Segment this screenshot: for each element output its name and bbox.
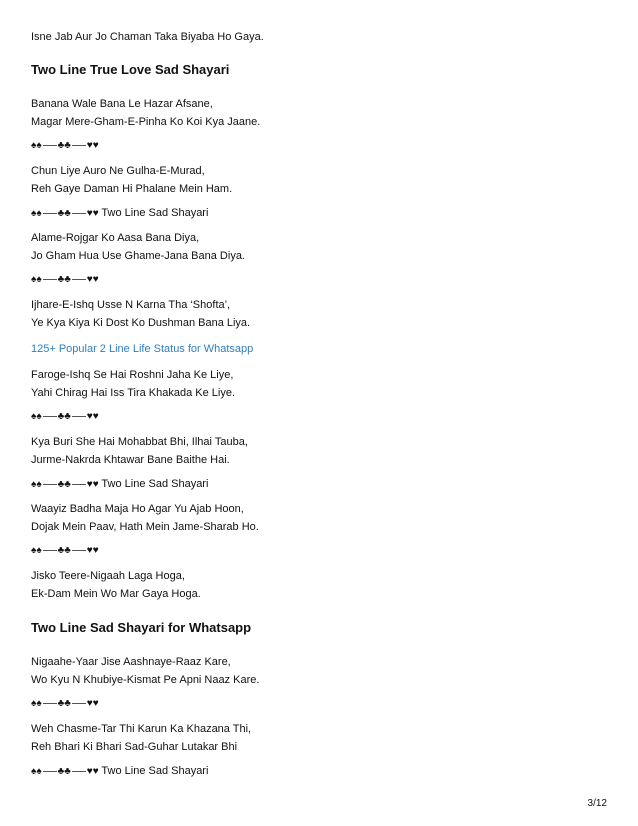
separator-dash: [72, 484, 86, 485]
couplet: [31, 433, 591, 469]
intro-line-text: Isne Jab Aur Jo Chaman Taka Biyaba Ho Gaya.: [31, 31, 264, 43]
spades-icon: ♠♠: [31, 274, 42, 285]
couplet-line: Kya Buri She Hai Mohabbat Bhi, Ilhai Tauba,: [31, 436, 248, 448]
hearts-icon: ♥♥: [86, 208, 99, 219]
separator-dash: [43, 213, 57, 214]
couplet-line: Reh Gaye Daman Hi Phalane Mein Ham.: [31, 183, 233, 195]
couplet: [31, 366, 591, 402]
separator-dash: [43, 416, 57, 417]
separator-label: Two Line Sad Shayari: [101, 207, 209, 219]
page-number: 3/12: [587, 798, 607, 809]
couplet-line: Ye Kya Kiya Ki Dost Ko Dushman Bana Liya.: [31, 317, 251, 329]
separator-label: Two Line Sad Shayari: [101, 765, 209, 777]
separator-dash: [43, 703, 57, 704]
suit-separator: [31, 763, 208, 780]
separator-dash: [72, 416, 86, 417]
related-link-row: [31, 340, 591, 358]
suit-separator: [31, 138, 99, 154]
hearts-icon: ♥♥: [86, 140, 99, 151]
couplet-line: Wo Kyu N Khubiye-Kismat Pe Apni Naaz Kare.: [31, 674, 260, 686]
couplet: [31, 162, 591, 198]
suit-separator: [31, 409, 99, 425]
spades-icon: ♠♠: [31, 411, 42, 422]
couplet: [31, 653, 591, 689]
separator-dash: [72, 213, 86, 214]
clubs-icon: ♣♣: [57, 208, 71, 219]
separator-dash: [72, 703, 86, 704]
hearts-icon: ♥♥: [86, 698, 99, 709]
couplet-line: Yahi Chirag Hai Iss Tira Khakada Ke Liye.: [31, 387, 236, 399]
separator-label: Two Line Sad Shayari: [101, 478, 209, 490]
couplet: [31, 720, 591, 756]
separator-dash: [43, 771, 57, 772]
couplet-line: Magar Mere-Gham-E-Pinha Ko Koi Kya Jaane.: [31, 116, 261, 128]
couplet-line: Ijhare-E-Ishq Usse N Karna Tha ‘Shofta’,: [31, 299, 231, 311]
spades-icon: ♠♠: [31, 766, 42, 777]
section-heading: Two Line True Love Sad Shayari: [31, 62, 230, 77]
suit-separator: [31, 696, 99, 712]
couplet-line: Alame-Rojgar Ko Aasa Bana Diya,: [31, 232, 200, 244]
intro-line: [31, 28, 591, 46]
couplet-line: Dojak Mein Paav, Hath Mein Jame-Sharab Ho.: [31, 521, 259, 533]
separator-dash: [72, 771, 86, 772]
couplet-line: Waayiz Badha Maja Ho Agar Yu Ajab Hoon,: [31, 503, 244, 515]
couplet: [31, 500, 591, 536]
couplet-line: Jo Gham Hua Use Ghame-Jana Bana Diya.: [31, 250, 245, 262]
couplet: [31, 296, 591, 332]
clubs-icon: ♣♣: [57, 140, 71, 151]
separator-dash: [72, 145, 86, 146]
hearts-icon: ♥♥: [86, 545, 99, 556]
couplet-line: Banana Wale Bana Le Hazar Afsane,: [31, 98, 213, 110]
spades-icon: ♠♠: [31, 208, 42, 219]
suit-separator: [31, 205, 208, 222]
hearts-icon: ♥♥: [86, 766, 99, 777]
couplet-line: Nigaahe-Yaar Jise Aashnaye-Raaz Kare,: [31, 656, 231, 668]
suit-separator: [31, 543, 99, 559]
spades-icon: ♠♠: [31, 698, 42, 709]
couplet-line: Jurme-Nakrda Khtawar Bane Baithe Hai.: [31, 454, 230, 466]
couplet-line: Jisko Teere-Nigaah Laga Hoga,: [31, 570, 185, 582]
hearts-icon: ♥♥: [86, 274, 99, 285]
separator-dash: [72, 279, 86, 280]
couplet: [31, 95, 591, 131]
clubs-icon: ♣♣: [57, 274, 71, 285]
clubs-icon: ♣♣: [57, 698, 71, 709]
separator-dash: [43, 550, 57, 551]
spades-icon: ♠♠: [31, 545, 42, 556]
hearts-icon: ♥♥: [86, 411, 99, 422]
clubs-icon: ♣♣: [57, 479, 71, 490]
clubs-icon: ♣♣: [57, 411, 71, 422]
spades-icon: ♠♠: [31, 140, 42, 151]
separator-dash: [43, 484, 57, 485]
couplet-line: Faroge-Ishq Se Hai Roshni Jaha Ke Liye,: [31, 369, 234, 381]
section-heading: Two Line Sad Shayari for Whatsapp: [31, 620, 252, 635]
hearts-icon: ♥♥: [86, 479, 99, 490]
suit-separator: [31, 272, 99, 288]
couplet-line: Ek-Dam Mein Wo Mar Gaya Hoga.: [31, 588, 201, 600]
spades-icon: ♠♠: [31, 479, 42, 490]
related-post-link[interactable]: 125+ Popular 2 Line Life Status for Whatsapp: [31, 343, 254, 355]
couplet-line: Weh Chasme-Tar Thi Karun Ka Khazana Thi,: [31, 723, 252, 735]
couplet: [31, 567, 591, 603]
couplet-line: Chun Liye Auro Ne Gulha-E-Murad,: [31, 165, 205, 177]
separator-dash: [72, 550, 86, 551]
clubs-icon: ♣♣: [57, 766, 71, 777]
clubs-icon: ♣♣: [57, 545, 71, 556]
separator-dash: [43, 279, 57, 280]
suit-separator: [31, 476, 208, 493]
couplet: [31, 229, 591, 265]
couplet-line: Reh Bhari Ki Bhari Sad-Guhar Lutakar Bhi: [31, 741, 238, 753]
separator-dash: [43, 145, 57, 146]
